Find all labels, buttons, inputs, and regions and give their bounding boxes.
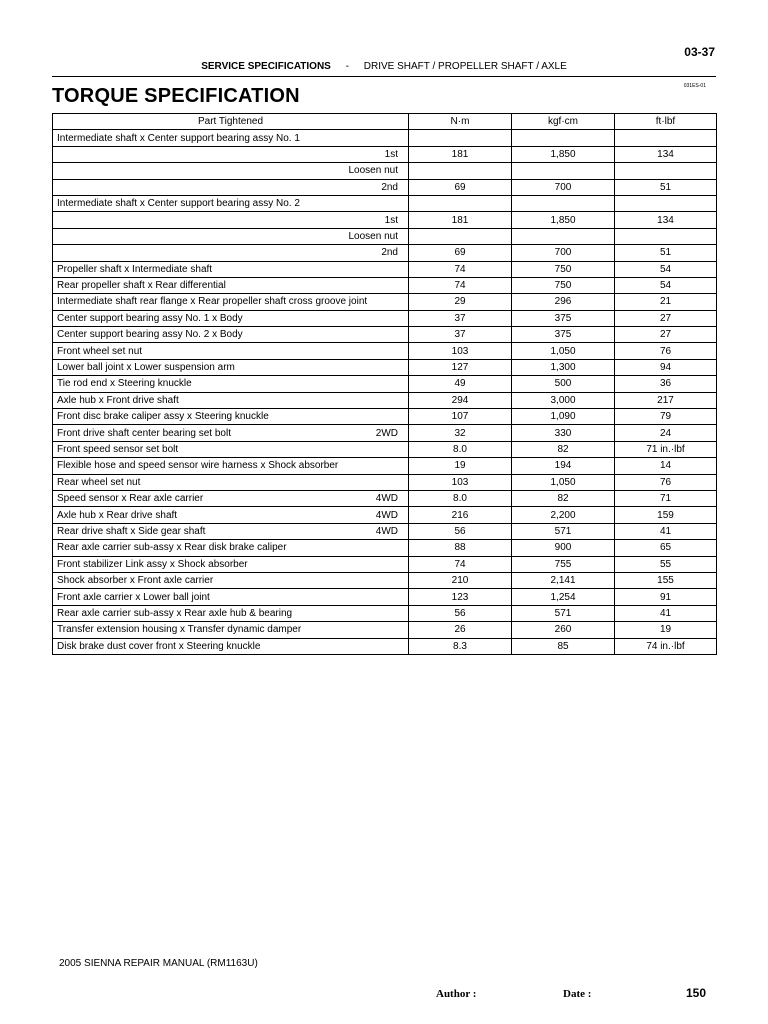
part-cell <box>53 605 409 621</box>
nm-value: 74 <box>409 261 512 277</box>
kgf-value: 1,090 <box>512 409 615 425</box>
part-name: Disk brake dust cover front x Steering knuckle <box>57 640 261 652</box>
table-row <box>53 638 717 654</box>
ftlbf-value <box>615 163 717 179</box>
nm-value: 56 <box>409 523 512 539</box>
part-cell <box>53 556 409 572</box>
part-note: 1st <box>384 148 398 160</box>
kgf-value: 750 <box>512 277 615 293</box>
ftlbf-value: 27 <box>615 310 717 326</box>
kgf-value: 1,850 <box>512 212 615 228</box>
part-name: Speed sensor x Rear axle carrier <box>57 493 204 505</box>
table-header-row <box>53 114 717 130</box>
nm-value: 8.0 <box>409 441 512 457</box>
part-name: Front speed sensor set bolt <box>57 444 179 455</box>
table-row <box>53 376 717 392</box>
kgf-value: 1,254 <box>512 589 615 605</box>
part-cell <box>53 474 409 490</box>
part-name: Front stabilizer Link assy x Shock absorber <box>57 558 248 570</box>
ftlbf-value: 55 <box>615 556 717 572</box>
page-title: TORQUE SPECIFICATION <box>52 85 300 107</box>
column-header-kgf: kgf·cm <box>512 114 615 130</box>
table-row <box>53 228 717 244</box>
ftlbf-value <box>615 228 717 244</box>
part-cell <box>53 294 409 310</box>
part-cell <box>53 261 409 277</box>
part-name: Front axle carrier x Lower ball joint <box>57 591 210 603</box>
kgf-value: 3,000 <box>512 392 615 408</box>
part-name: Center support bearing assy No. 2 x Body <box>57 329 243 341</box>
ftlbf-value: 76 <box>615 474 717 490</box>
part-cell <box>53 359 409 375</box>
part-cell <box>53 589 409 605</box>
column-header-part: Part Tightened <box>53 114 409 130</box>
part-note: 1st <box>384 214 398 226</box>
section-name: SERVICE SPECIFICATIONS <box>201 61 331 72</box>
kgf-value: 82 <box>512 441 615 457</box>
column-header-ftlbf: ft·lbf <box>615 114 717 130</box>
part-name: Front disc brake caliper assy x Steering knuckle <box>57 411 269 423</box>
nm-value: 210 <box>409 572 512 588</box>
part-cell <box>53 540 409 556</box>
part-name: Axle hub x Rear drive shaft <box>57 509 178 521</box>
part-note: 4WD <box>375 525 398 537</box>
ftlbf-value: 19 <box>615 622 717 638</box>
table-row <box>53 212 717 228</box>
part-name: Rear drive shaft x Side gear shaft <box>57 525 206 537</box>
part-cell <box>53 146 409 162</box>
nm-value: 74 <box>409 277 512 293</box>
part-note: 4WD <box>375 493 398 505</box>
table-row <box>53 195 717 211</box>
part-note: 2nd <box>381 181 398 193</box>
part-name: Rear propeller shaft x Rear differential <box>57 280 226 292</box>
page-code: 03-37 <box>684 45 715 59</box>
nm-value: 19 <box>409 458 512 474</box>
part-name: Intermediate shaft rear flange x Rear propeller shaft cross groove joint <box>57 296 368 308</box>
nm-value: 8.3 <box>409 638 512 654</box>
kgf-value: 1,050 <box>512 343 615 359</box>
nm-value: 74 <box>409 556 512 572</box>
kgf-value: 571 <box>512 523 615 539</box>
nm-value: 26 <box>409 622 512 638</box>
ftlbf-value: 54 <box>615 277 717 293</box>
part-name: Rear axle carrier sub-assy x Rear axle hub & bearing <box>57 607 293 619</box>
kgf-value <box>512 195 615 211</box>
torque-table <box>52 113 717 655</box>
kgf-value: 194 <box>512 458 615 474</box>
table-row <box>53 425 717 441</box>
ftlbf-value: 155 <box>615 572 717 588</box>
ftlbf-value: 79 <box>615 409 717 425</box>
nm-value: 29 <box>409 294 512 310</box>
part-cell <box>53 179 409 195</box>
part-note: Loosen nut <box>348 165 398 177</box>
kgf-value: 750 <box>512 261 615 277</box>
nm-value: 123 <box>409 589 512 605</box>
ftlbf-value: 71 <box>615 490 717 506</box>
nm-value: 8.0 <box>409 490 512 506</box>
ftlbf-value: 51 <box>615 179 717 195</box>
part-name: Rear axle carrier sub-assy x Rear disk brake caliper <box>57 542 287 554</box>
nm-value: 69 <box>409 245 512 261</box>
kgf-value: 375 <box>512 310 615 326</box>
date-label: Date : <box>563 988 592 1000</box>
kgf-value: 700 <box>512 245 615 261</box>
part-cell <box>53 212 409 228</box>
ftlbf-value <box>615 130 717 146</box>
subsection-name: DRIVE SHAFT / PROPELLER SHAFT / AXLE <box>363 61 567 72</box>
part-cell <box>53 409 409 425</box>
part-cell <box>53 572 409 588</box>
nm-value <box>409 130 512 146</box>
part-cell <box>53 622 409 638</box>
kgf-value <box>512 163 615 179</box>
kgf-value: 900 <box>512 540 615 556</box>
part-cell <box>53 163 409 179</box>
nm-value: 32 <box>409 425 512 441</box>
nm-value: 181 <box>409 212 512 228</box>
table-row <box>53 556 717 572</box>
page-number: 150 <box>685 986 706 1000</box>
kgf-value: 1,300 <box>512 359 615 375</box>
nm-value: 56 <box>409 605 512 621</box>
kgf-value: 571 <box>512 605 615 621</box>
part-name: Axle hub x Front drive shaft <box>57 394 179 406</box>
nm-value: 69 <box>409 179 512 195</box>
running-header <box>52 61 716 72</box>
table-row <box>53 622 717 638</box>
nm-value: 37 <box>409 310 512 326</box>
kgf-value: 296 <box>512 294 615 310</box>
table-row <box>53 261 717 277</box>
part-cell <box>53 228 409 244</box>
part-name: Shock absorber x Front axle carrier <box>57 575 214 587</box>
ftlbf-value: 65 <box>615 540 717 556</box>
kgf-value: 330 <box>512 425 615 441</box>
ftlbf-value: 74 in.·lbf <box>615 638 717 654</box>
kgf-value: 500 <box>512 376 615 392</box>
kgf-value: 260 <box>512 622 615 638</box>
table-row <box>53 343 717 359</box>
table-row <box>53 392 717 408</box>
ftlbf-value: 54 <box>615 261 717 277</box>
part-cell <box>53 523 409 539</box>
nm-value: 107 <box>409 409 512 425</box>
part-note: 2nd <box>381 247 398 259</box>
part-cell <box>53 277 409 293</box>
table-row <box>53 441 717 457</box>
nm-value: 181 <box>409 146 512 162</box>
table-row <box>53 540 717 556</box>
ftlbf-value: 76 <box>615 343 717 359</box>
nm-value: 294 <box>409 392 512 408</box>
part-name: Tie rod end x Steering knuckle <box>57 378 192 390</box>
part-cell <box>53 376 409 392</box>
table-body <box>53 130 717 655</box>
ftlbf-value: 14 <box>615 458 717 474</box>
kgf-value: 2,141 <box>512 572 615 588</box>
part-cell <box>53 130 409 146</box>
table-row <box>53 474 717 490</box>
part-name: Flexible hose and speed sensor wire harness x Shock absorber <box>57 460 339 472</box>
table-row <box>53 146 717 162</box>
ftlbf-value: 91 <box>615 589 717 605</box>
part-name: Front wheel set nut <box>57 345 143 357</box>
nm-value: 127 <box>409 359 512 375</box>
table-row <box>53 294 717 310</box>
ftlbf-value: 159 <box>615 507 717 523</box>
table-row <box>53 359 717 375</box>
ftlbf-value: 51 <box>615 245 717 261</box>
part-name: Front drive shaft center bearing set bolt <box>57 427 231 439</box>
table-row <box>53 163 717 179</box>
kgf-value: 1,850 <box>512 146 615 162</box>
table-row <box>53 310 717 326</box>
table-row <box>53 458 717 474</box>
part-cell <box>53 392 409 408</box>
part-name: Center support bearing assy No. 1 x Body <box>57 312 243 324</box>
header-separator: - <box>345 61 349 72</box>
ftlbf-value: 134 <box>615 212 717 228</box>
table-row <box>53 490 717 506</box>
part-note: Loosen nut <box>348 230 398 242</box>
kgf-value: 82 <box>512 490 615 506</box>
kgf-value <box>512 130 615 146</box>
ftlbf-value: 41 <box>615 605 717 621</box>
column-header-nm: N·m <box>409 114 512 130</box>
nm-value <box>409 195 512 211</box>
part-name: Intermediate shaft x Center support bearing assy No. 1 <box>57 132 300 144</box>
ftlbf-value: 41 <box>615 523 717 539</box>
part-cell <box>53 441 409 457</box>
ftlbf-value: 71 in.·lbf <box>615 441 717 457</box>
ftlbf-value: 36 <box>615 376 717 392</box>
header-rule <box>52 76 716 77</box>
table-row <box>53 409 717 425</box>
part-cell <box>53 245 409 261</box>
ftlbf-value: 134 <box>615 146 717 162</box>
table-row <box>53 179 717 195</box>
table-row <box>53 589 717 605</box>
nm-value <box>409 163 512 179</box>
document-code: 031ES-01 <box>683 83 706 89</box>
part-name: Rear wheel set nut <box>57 476 141 488</box>
kgf-value <box>512 228 615 244</box>
table-row <box>53 277 717 293</box>
table-row <box>53 130 717 146</box>
ftlbf-value: 24 <box>615 425 717 441</box>
part-note: 4WD <box>375 509 398 521</box>
nm-value: 88 <box>409 540 512 556</box>
table-row <box>53 572 717 588</box>
table-row <box>53 523 717 539</box>
nm-value: 37 <box>409 327 512 343</box>
part-cell <box>53 195 409 211</box>
part-cell <box>53 310 409 326</box>
part-cell <box>53 458 409 474</box>
part-note: 2WD <box>375 427 398 439</box>
author-label: Author : <box>436 988 477 1000</box>
nm-value <box>409 228 512 244</box>
kgf-value: 375 <box>512 327 615 343</box>
nm-value: 103 <box>409 343 512 359</box>
table-row <box>53 507 717 523</box>
kgf-value: 85 <box>512 638 615 654</box>
kgf-value: 700 <box>512 179 615 195</box>
ftlbf-value: 27 <box>615 327 717 343</box>
ftlbf-value <box>615 195 717 211</box>
ftlbf-value: 21 <box>615 294 717 310</box>
ftlbf-value: 94 <box>615 359 717 375</box>
part-name: Lower ball joint x Lower suspension arm <box>57 362 235 374</box>
part-cell <box>53 638 409 654</box>
table-row <box>53 245 717 261</box>
part-cell <box>53 327 409 343</box>
part-cell <box>53 343 409 359</box>
part-name: Transfer extension housing x Transfer dynamic damper <box>57 624 302 636</box>
ftlbf-value: 217 <box>615 392 717 408</box>
part-cell <box>53 507 409 523</box>
kgf-value: 2,200 <box>512 507 615 523</box>
table-row <box>53 605 717 621</box>
nm-value: 49 <box>409 376 512 392</box>
part-cell <box>53 490 409 506</box>
nm-value: 216 <box>409 507 512 523</box>
nm-value: 103 <box>409 474 512 490</box>
part-cell <box>53 425 409 441</box>
kgf-value: 755 <box>512 556 615 572</box>
table-row <box>53 327 717 343</box>
kgf-value: 1,050 <box>512 474 615 490</box>
part-name: Propeller shaft x Intermediate shaft <box>57 263 213 275</box>
manual-name: 2005 SIENNA REPAIR MANUAL (RM1163U) <box>59 958 258 969</box>
part-name: Intermediate shaft x Center support bearing assy No. 2 <box>57 198 300 210</box>
